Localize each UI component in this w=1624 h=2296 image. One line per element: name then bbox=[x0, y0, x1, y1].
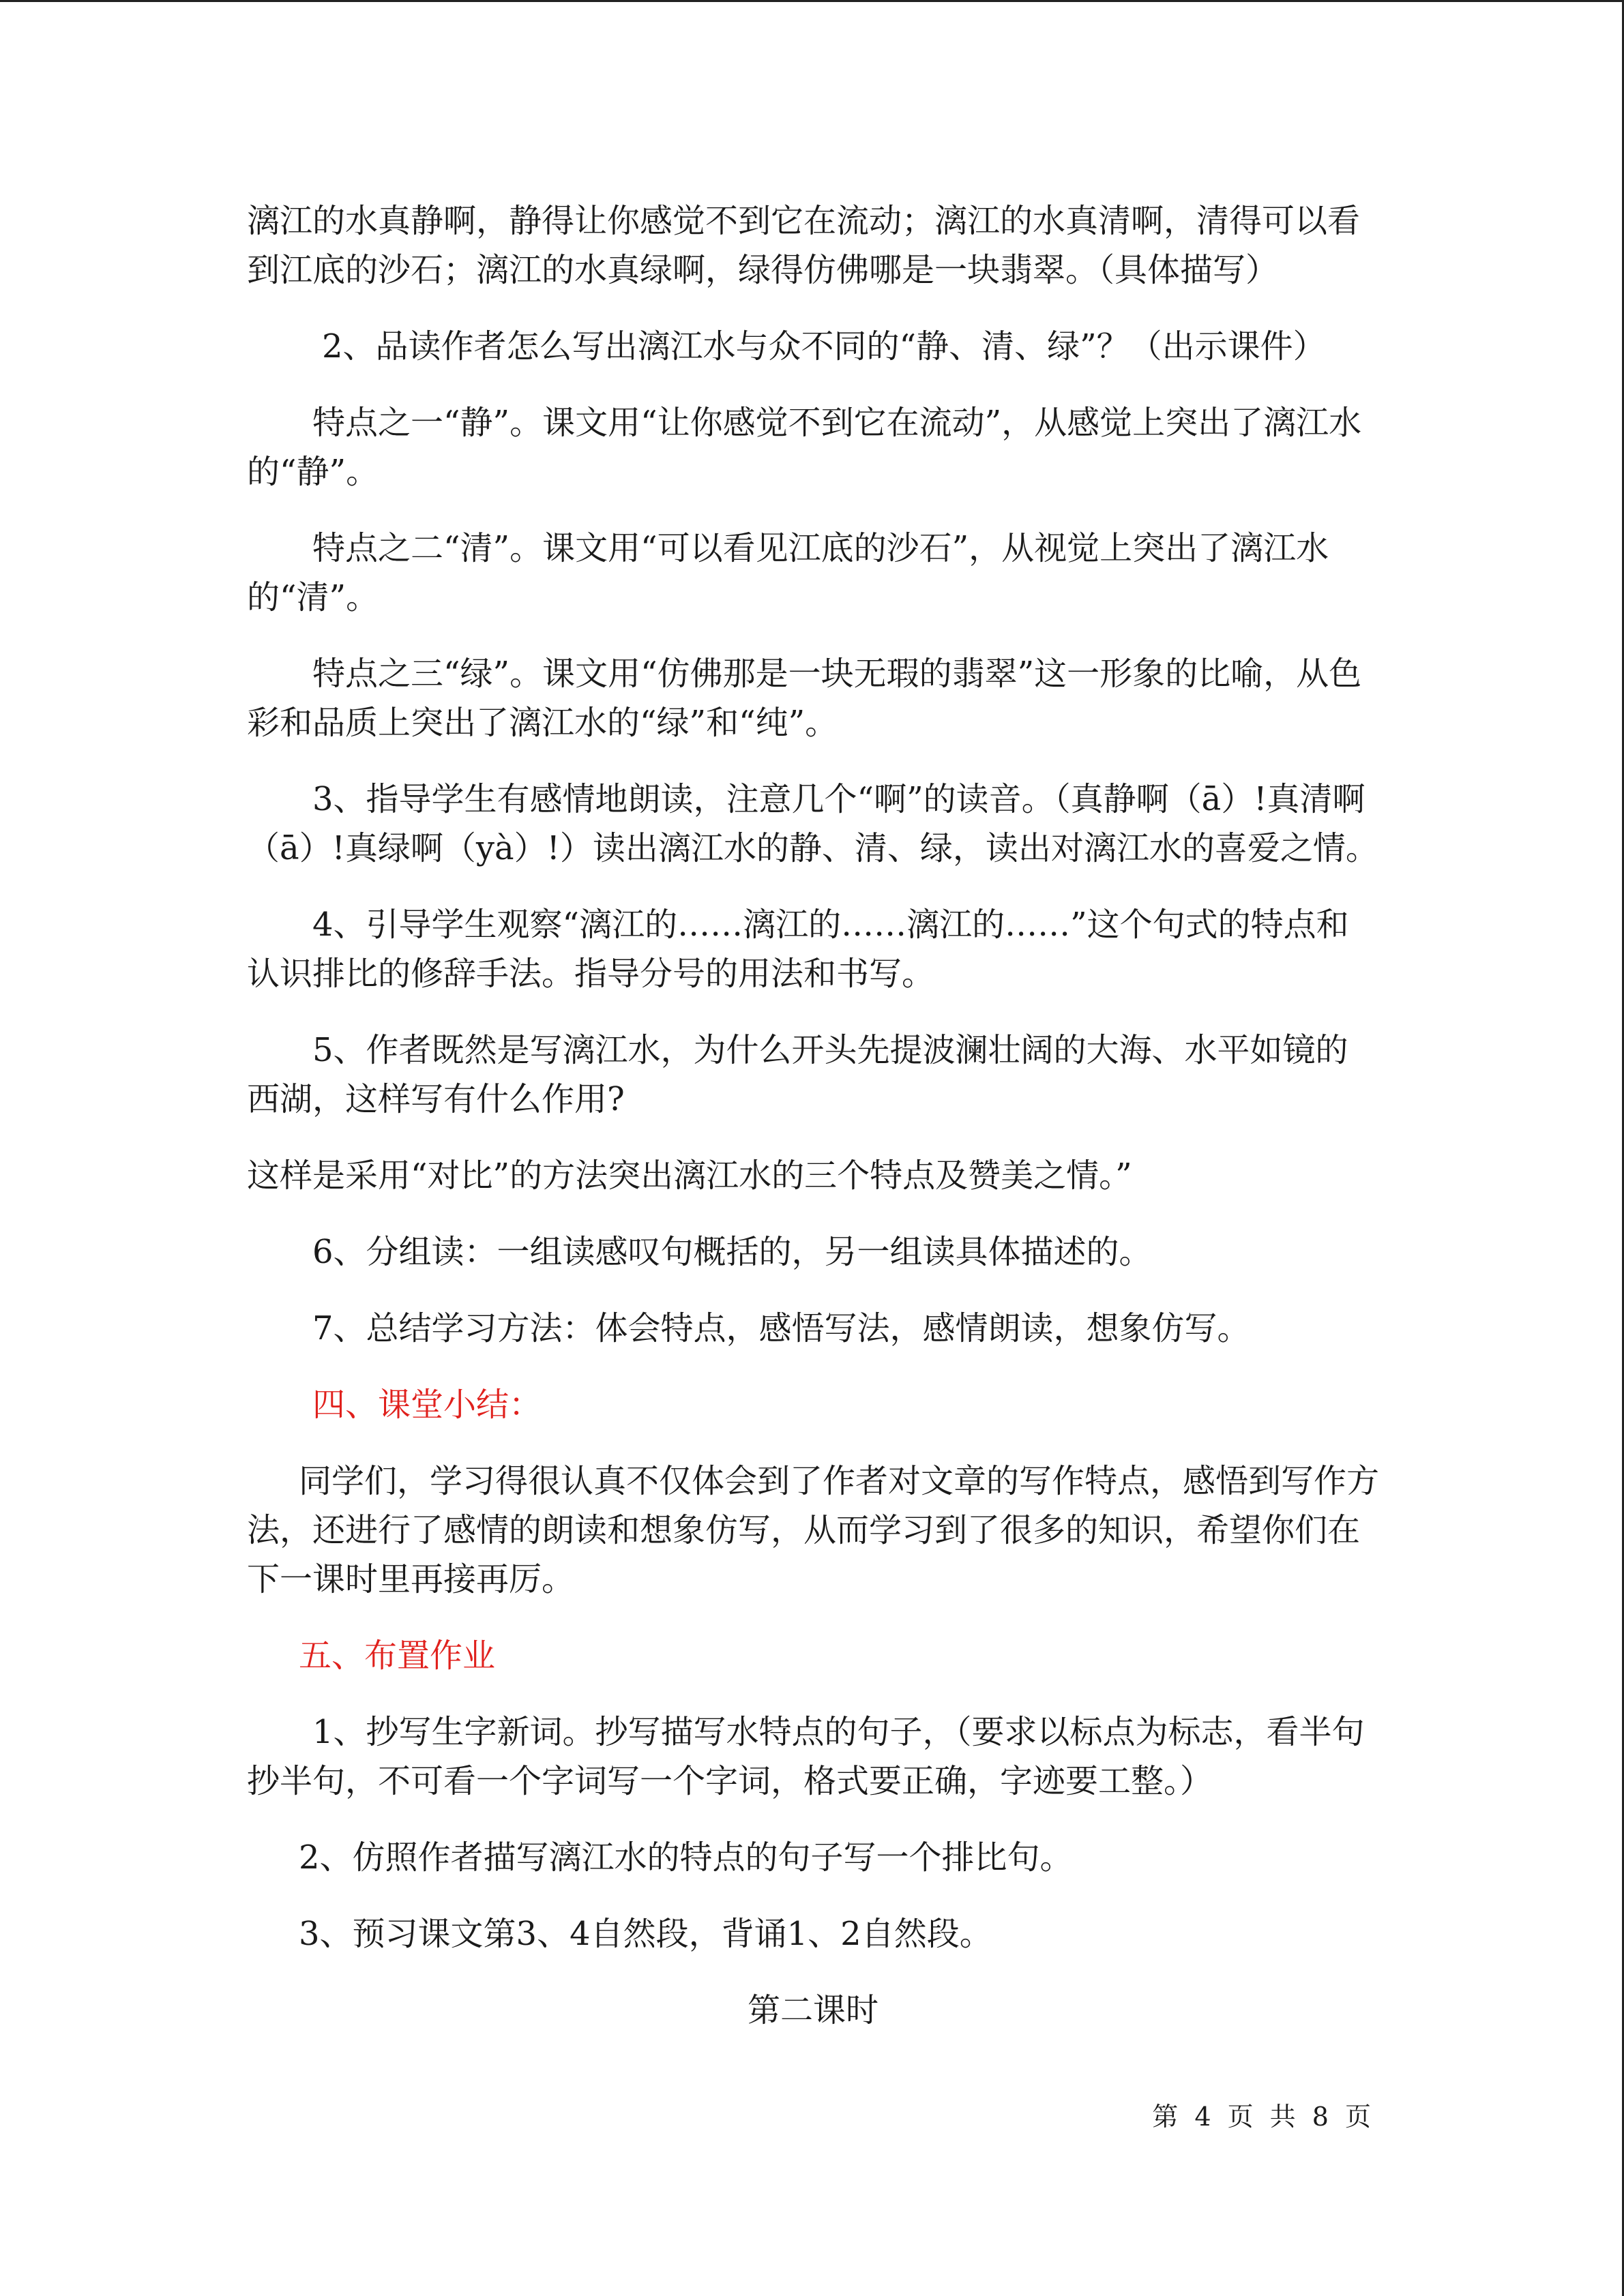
paragraph-feature-1: 特点之一“静”。课文用“让你感觉不到它在流动”，从感觉上突出了漓江水的“静”。 bbox=[247, 404, 1362, 491]
paragraph-summary: 同学们，学习得很认真不仅体会到了作者对文章的写作特点，感悟到写作方法，还进行了感情的朗读和想象仿写，从而学习到了很多的知识，希望你们在下一课时里再接再厉。 bbox=[247, 1462, 1380, 1598]
paragraph-description: 漓江的水真静啊，静得让你感觉不到它在流动；漓江的水真清啊，清得可以看到江底的沙石；漓江的水真绿啊，绿得仿佛哪是一块翡翠。（具体描写） bbox=[247, 202, 1361, 289]
paragraph-homework-1: 1、抄写生字新词。抄写描写水特点的句子，（要求以标点为标志，看半句抄半句，不可看一个字词写一个字词，格式要正确，字迹要工整。） bbox=[247, 1713, 1365, 1800]
heading-class-summary: 四、课堂小结： bbox=[312, 1386, 542, 1424]
paragraph-feature-3: 特点之三“绿”。课文用“仿佛那是一块无瑕的翡翠”这一形象的比喻，从色彩和品质上突出了漓江水的“绿”和“纯”。 bbox=[247, 655, 1362, 742]
paragraph-homework-3: 3、预习课文第3、4自然段，背诵1、2自然段。 bbox=[299, 1915, 992, 1953]
page-number-footer: 第 4 页 共 8 页 bbox=[1152, 2102, 1375, 2132]
paragraph-feature-2: 特点之二“清”。课文用“可以看见江底的沙石”，从视觉上突出了漓江水的“清”。 bbox=[247, 529, 1329, 616]
paragraph-item-7: 7、总结学习方法：体会特点，感悟写法，感情朗读，想象仿写。 bbox=[312, 1309, 1250, 1347]
heading-homework: 五、布置作业 bbox=[299, 1637, 496, 1675]
paragraph-answer: 这样是采用“对比”的方法突出漓江水的三个特点及赞美之情。” bbox=[247, 1157, 1132, 1195]
paragraph-item-5: 5、作者既然是写漓江水，为什么开头先提波澜壮阔的大海、水平如镜的西湖，这样写有什么作用? bbox=[247, 1031, 1348, 1118]
paragraph-item-2: 2、品读作者怎么写出漓江水与众不同的“静、清、绿”？（出示课件） bbox=[322, 327, 1326, 366]
heading-second-lesson: 第二课时 bbox=[747, 1991, 879, 2029]
paragraph-item-3: 3、指导学生有感情地朗读，注意几个“啊”的读音。（真静啊（ā）!真清啊（ā）!真绿啊（yà）!）读出漓江水的静、清、绿，读出对漓江水的喜爱之情。 bbox=[247, 780, 1378, 867]
paragraph-item-6: 6、分组读：一组读感叹句概括的，另一组读具体描述的。 bbox=[312, 1233, 1152, 1271]
paragraph-homework-2: 2、仿照作者描写漓江水的特点的句子写一个排比句。 bbox=[299, 1838, 1073, 1877]
page-content bbox=[247, 196, 1379, 2062]
paragraph-item-4: 4、引导学生观察“漓江的……漓江的……漓江的……”这个句式的特点和认识排比的修辞手法。指导分号的用法和书写。 bbox=[247, 906, 1349, 993]
